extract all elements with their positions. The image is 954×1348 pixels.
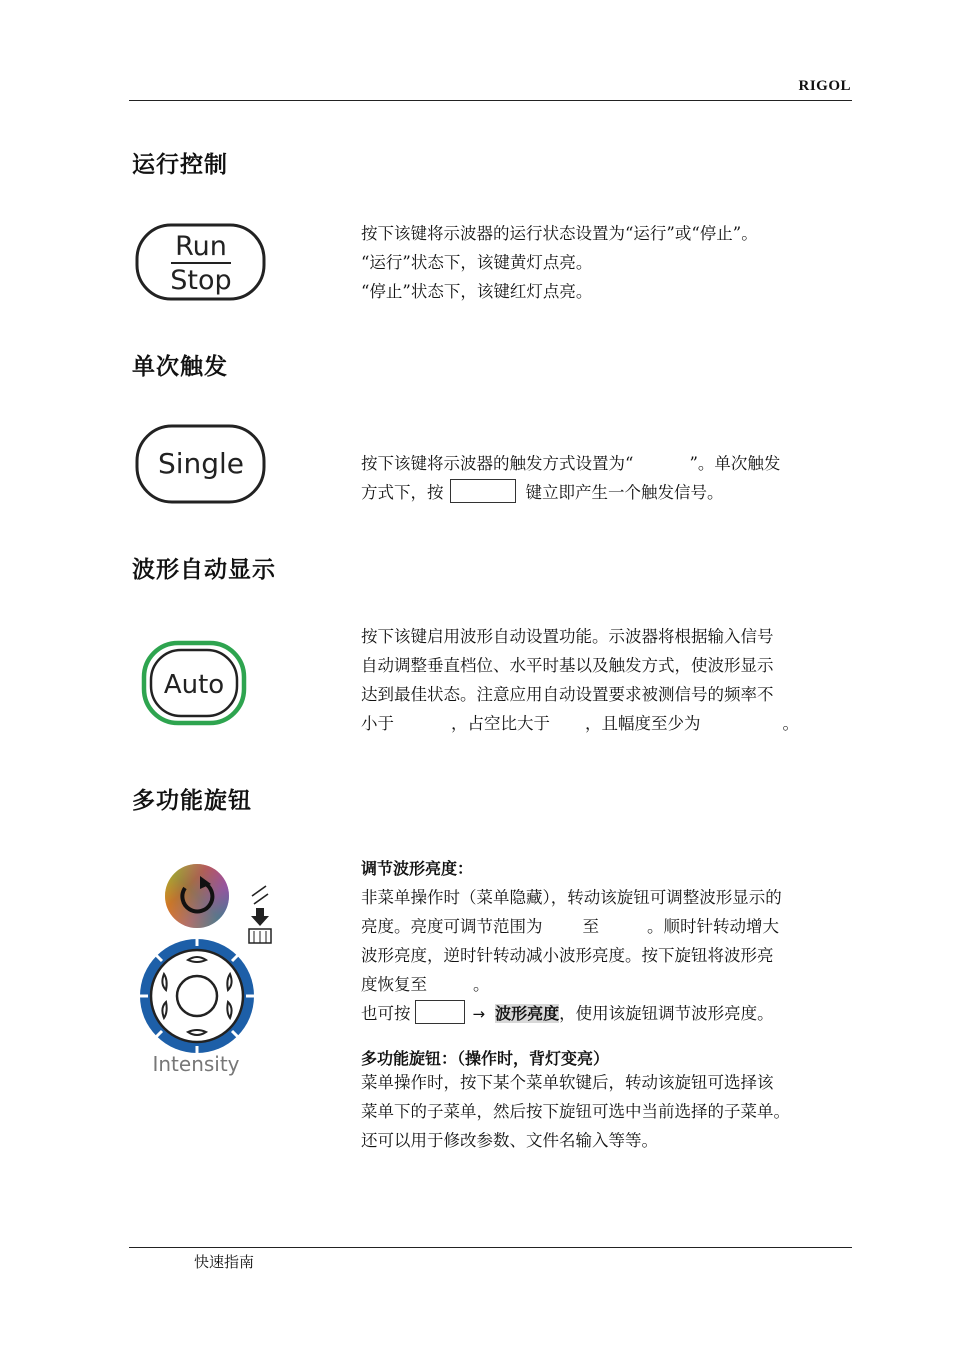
header-rule: [129, 100, 852, 101]
text-segment: 。顺时针转动增大: [647, 917, 779, 936]
key-placeholder-box: [450, 479, 516, 503]
text-segment: 至: [582, 917, 599, 936]
footer-rule: [129, 1247, 852, 1248]
text-line: 自动调整垂直档位、水平时基以及触发方式，使波形显示: [361, 656, 774, 675]
text-line: 按下该键将示波器的运行状态设置为“运行”或“停止”。: [361, 224, 758, 243]
subheading-intensity: 调节波形亮度：: [361, 859, 474, 878]
stop-key-text: Stop: [170, 265, 232, 296]
text-segment: 按下该键将示波器的触发方式设置为“: [361, 454, 634, 473]
text-line: 波形亮度，逆时针转动减小波形亮度。按下旋钮将波形亮: [361, 946, 774, 965]
brand-label: RIGOL: [798, 78, 851, 94]
text-line: 还可以用于修改参数、文件名输入等等。: [361, 1131, 658, 1150]
key-placeholder-box: [415, 1000, 465, 1024]
text-line: “运行”状态下，该键黄灯点亮。: [361, 253, 593, 272]
text-line: 非菜单操作时（菜单隐藏），转动该旋钮可调整波形显示的: [361, 888, 782, 907]
run-stop-key-image: [134, 222, 268, 302]
intensity-knob-label: Intensity: [152, 1052, 240, 1076]
footer-text: 快速指南: [194, 1253, 255, 1271]
auto-description: [361, 622, 851, 738]
text-segment: ，使用该旋钮调节波形亮度。: [559, 1004, 774, 1023]
heading-single-trigger: 单次触发: [132, 354, 228, 380]
auto-key-image: [141, 640, 247, 726]
text-segment: ，且幅度至少为: [585, 714, 701, 733]
text-segment: 度恢复至: [361, 975, 427, 994]
single-description: [361, 449, 851, 507]
arrow-icon: →: [472, 1005, 486, 1023]
run-key-text: Run: [175, 231, 227, 262]
intensity-knob-image: [138, 856, 278, 1081]
subheading-multifunction: 多功能旋钮：（操作时，背灯变亮）: [361, 1049, 610, 1068]
text-segment: 键立即产生一个触发信号。: [525, 483, 724, 502]
text-line: 达到最佳状态。注意应用自动设置要求被测信号的频率不: [361, 685, 774, 704]
knob-menu-description: [361, 1044, 851, 1155]
text-segment: 也可按: [361, 1004, 411, 1023]
text-line: 菜单操作时，按下某个菜单软键后，转动该旋钮可选择该: [361, 1073, 774, 1092]
text-line: 按下该键启用波形自动设置功能。示波器将根据输入信号: [361, 627, 774, 646]
text-segment: 亮度。亮度可调节范围为: [361, 917, 543, 936]
heading-multifunction-knob: 多功能旋钮: [132, 788, 252, 814]
menu-intensity-label: 波形亮度: [495, 1004, 560, 1023]
text-segment: 。: [782, 714, 799, 733]
knob-description: [361, 854, 851, 1028]
text-line: “停止”状态下，该键红灯点亮。: [361, 282, 593, 301]
text-segment: ，占空比大于: [451, 714, 550, 733]
heading-auto-scale: 波形自动显示: [132, 557, 276, 583]
text-segment: 方式下，按: [361, 483, 444, 502]
text-segment: 。: [473, 975, 490, 994]
text-line: 菜单下的子菜单，然后按下旋钮可选中当前选择的子菜单。: [361, 1102, 790, 1121]
auto-key-text: Auto: [163, 670, 225, 700]
single-key-text: Single: [157, 447, 245, 480]
heading-run-control: 运行控制: [132, 152, 228, 178]
single-key-image: [134, 423, 268, 505]
text-segment: 小于: [361, 714, 394, 733]
run-stop-description: [361, 219, 851, 306]
text-segment: ”。单次触发: [689, 454, 781, 473]
